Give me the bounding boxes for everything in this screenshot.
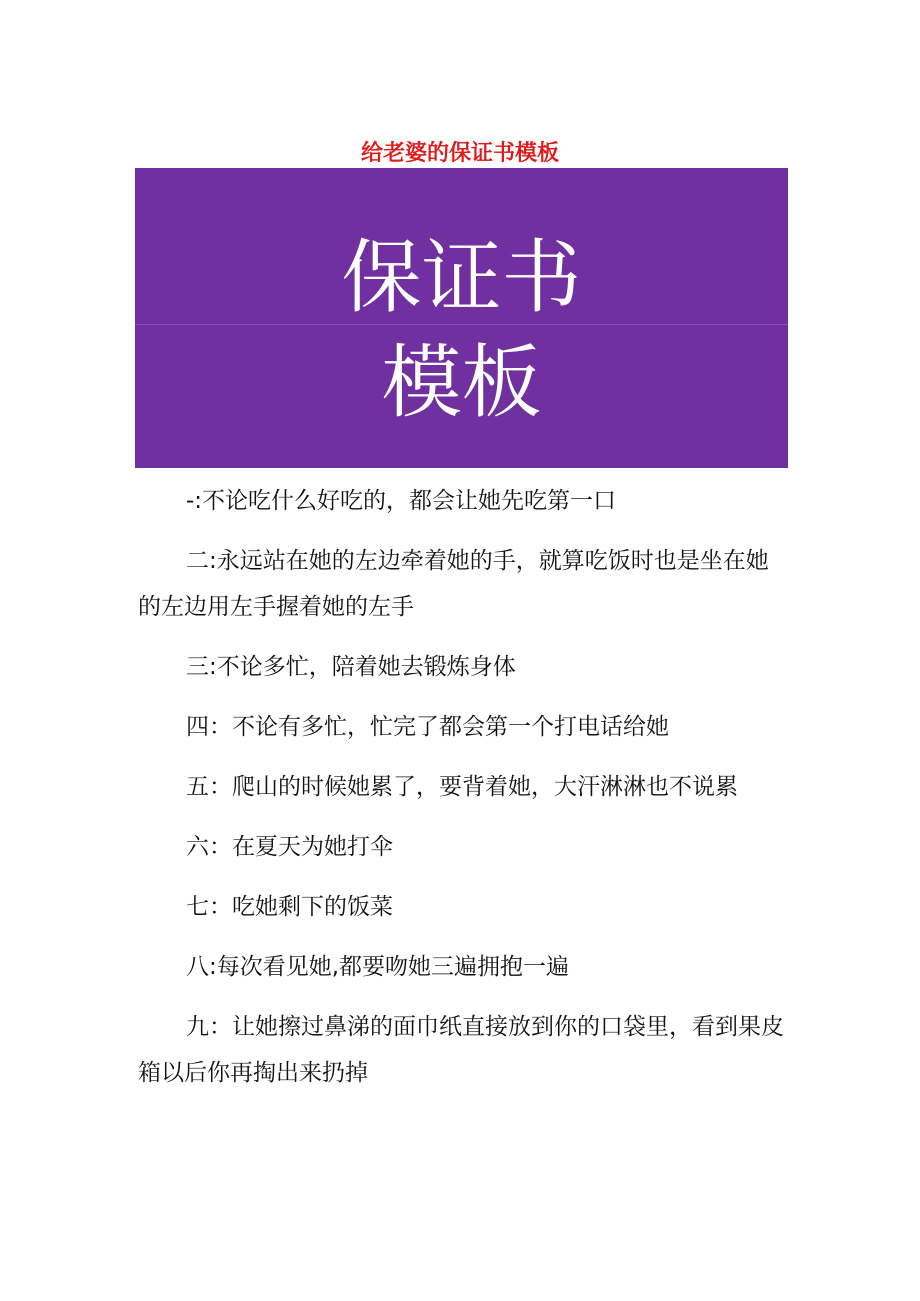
pledge-item-2: 二:永远站在她的左边牵着她的手，就算吃饭时也是坐在她的左边用左手握着她的左手 [138,548,769,620]
title-banner [135,168,788,468]
banner-divider [135,324,788,325]
pledge-item-3: 三:不论多忙，陪着她去锻炼身体 [186,654,516,680]
banner-line-2: 模板 [381,336,542,429]
pledge-item-6: 六：在夏天为她打伞 [186,834,393,860]
pledge-item-4: 四：不论有多忙，忙完了都会第一个打电话给她 [186,714,669,740]
document-title: 给老婆的保证书模板 [360,141,559,166]
pledge-list [138,478,788,1110]
pledge-item-8: 八:每次看见她,都要吻她三遍拥抱一遍 [186,954,570,980]
pledge-item-1: -:不论吃什么好吃的，都会让她先吃第一口 [186,488,617,514]
pledge-item-7: 七：吃她剩下的饭菜 [186,894,393,920]
pledge-item-5: 五：爬山的时候她累了，要背着她，大汗淋淋也不说累 [186,774,738,800]
banner-line-1: 保证书 [341,231,582,324]
pledge-item-9: 九：让她擦过鼻涕的面巾纸直接放到你的口袋里，看到果皮箱以后你再掏出来扔掉 [138,1014,784,1086]
